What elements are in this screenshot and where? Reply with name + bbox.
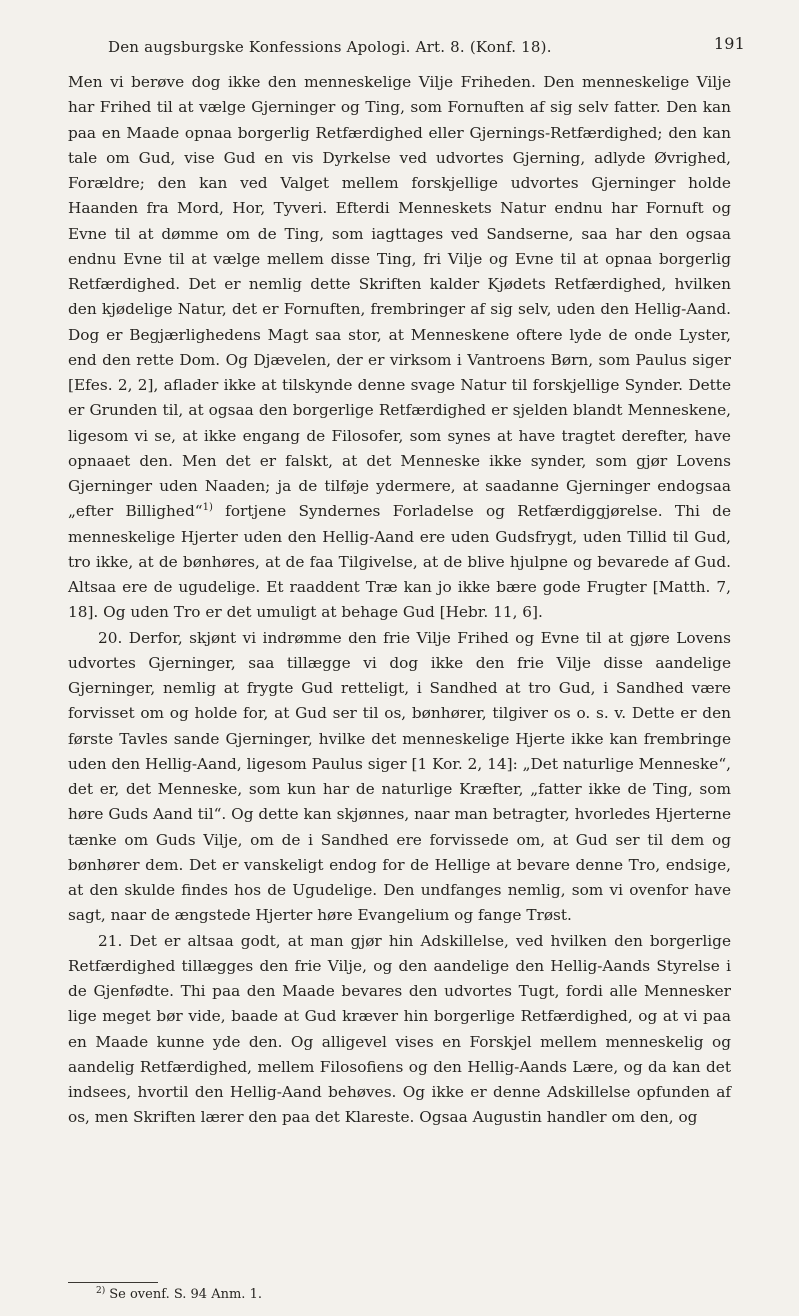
paragraph-text: Men vi berøve dog ikke den menneskelige Vilje Friheden. Den menneskelige Vilje har Frihed til at vælge Gjerninger og Ting, som Fornuften af sig selv fatter. Den kan paa en Maade opnaa borgerlig Retfærdighed eller Gjernings-Retfærdighed; den kan tale om Gud, vise Gud en vis Dyrkelse ved udvortes Gjerning, adlyde Øvrighed, Forældre; den kan ved Valget mellem forskjellige udvortes Gjerninger holde Haanden fra Mord, Hor, Tyveri. Efterdi Menneskets Natur endnu har Fornuft og Evne til at dømme om de Ting, som iagttages ved Sandserne, saa har den ogsaa endnu Evne til at vælge mellem disse Ting, fri Vilje og Evne til at opnaa borgerlig Retfærdighed. Det er nemlig dette Skriften kalder Kjødets Retfærdighed, hvilken den kjødelige Natur, det er Fornuften, frembringer af sig selv, uden den Hellig-Aand. Dog er Begjærlighedens Magt saa stor, at Menneskene oftere lyde de onde Lyster, end den rette Dom. Og Djævelen, der er virksom i Vantroens Børn, som Paulus siger [Efes. 2, 2], aflader ikke at tilskynde denne svage Natur til forskjellige Synder. Dette er Grunden til, at ogsaa den borgerlige Retfærdighed er sjelden blandt Menneskene, ligesom vi se, at ikke engang de Filosofer, som synes at have tragtet derefter, have opnaaet den. Men det er falskt, at det Menneske ikke synder, som gjør Lovens Gjerninger uden Naaden; ja de tilføje ydermere, at saadanne Gjerninger endogsaa „efter Billighed“ — [68, 73, 731, 521]
paragraph-text-continuation: fortjene Syndernes Forladelse og Retfærdiggjørelse. Thi de menneskelige Hjerter uden den Hellig-Aand ere uden Gudsfrygt, uden Tillid til Gud, tro ikke, at de bønhøres, at de faa Tilgivelse, at de blive hjulpne og bevarede af Gud. Altsaa ere de ugudelige. Et raaddent Træ kan jo ikke bære gode Frugter [Matth. 7, 18]. Og uden Tro er det umuligt at behage Gud [Hebr. 11, 6]. — [68, 502, 731, 622]
footnote-divider — [68, 1282, 158, 1283]
footnote-reference: 1) — [202, 502, 213, 514]
paragraph — [68, 70, 731, 626]
running-head — [68, 32, 745, 62]
footnote-text: Se ovenf. S. 94 Anm. 1. — [109, 1287, 262, 1302]
footnote-marker: 2) — [96, 1285, 106, 1296]
page-number: 191 — [713, 34, 745, 53]
running-title: Den augsburgske Konfessions Apologi. Art. 8. (Konf. 18). — [108, 38, 552, 56]
body-text — [68, 70, 731, 1131]
paragraph: 21. Det er altsaa godt, at man gjør hin Adskillelse, ved hvilken den borgerlige Retfærdighed tillægges den frie Vilje, og den aandelige den Hellig-Aands Styrelse i de Gjenfødte. Thi paa den Maade bevares den udvortes Tugt, fordi alle Mennesker lige meget bør vide, baade at Gud kræver hin borgerlige Retfærdighed, og at vi paa en Maade kunne yde den. Og alligevel vises en Forskjel mellem menneskelig og aandelig Retfærdighed, mellem Filosofiens og den Hellig-Aands Lære, og da kan det indsees, hvortil den Hellig-Aand behøves. Og ikke er denne Adskillelse opfunden af os, men Skriften lærer den paa det Klareste. Ogsaa Augustin handler om den, og — [68, 931, 731, 1127]
footnote — [96, 1287, 262, 1302]
paragraph: 20. Derfor, skjønt vi indrømme den frie Vilje Frihed og Evne til at gjøre Lovens udvortes Gjerninger, saa tillægge vi dog ikke den frie Vilje disse aandelige Gjerninger, nemlig at frygte Gud retteligt, i Sandhed at tro Gud, i Sandhed være forvisset om og holde for, at Gud ser til os, bønhører, tilgiver os o. s. v. Dette er den første Tavles sande Gjerninger, hvilke det menneskelige Hjerte ikke kan frembringe uden den Hellig-Aand, ligesom Paulus siger [1 Kor. 2, 14]: „Det naturlige Menneske“, det er, det Menneske, som kun har de naturlige Kræfter, „fatter ikke de Ting, som høre Guds Aand til“. Og dette kan skjønnes, naar man betragter, hvorledes Hjerterne tænke om Guds Vilje, om de i Sandhed ere forvissede om, at Gud ser til dem og bønhører dem. Det er vanskeligt endog for de Hellige at bevare denne Tro, endsige, at den skulde findes hos de Ugudelige. Den undfanges nemlig, som vi ovenfor have sagt, naar de ængstede Hjerter høre Evangelium og fange Trøst. — [68, 628, 731, 925]
